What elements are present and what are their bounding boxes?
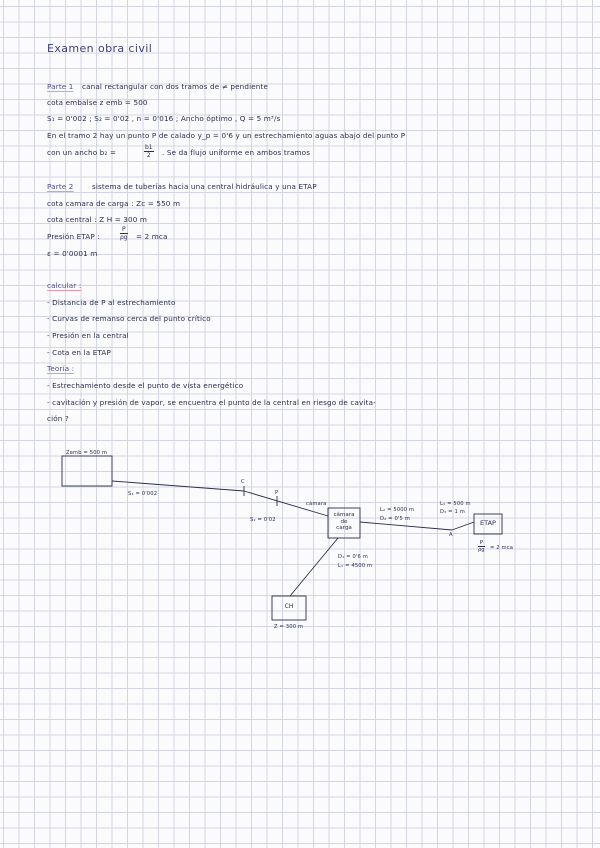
l3-label: L₃ = 500 m	[440, 501, 471, 507]
s2-label: S₂ = 0'02	[250, 517, 276, 523]
teoria-item: - cavitación y presión de vapor, se encuentra el punto de la central en riesgo de cavita-	[47, 398, 376, 407]
parte2-heading: Parte 2	[47, 182, 74, 191]
camara-top-label: cámara	[306, 501, 327, 507]
a-label: A	[449, 532, 453, 538]
etap-pressure-value: = 2 mca	[490, 545, 514, 551]
fraction-presion-num: P	[122, 226, 126, 233]
camara-label-line: carga	[336, 525, 352, 531]
etap-pressure-fraction	[478, 540, 485, 553]
calcular-heading: calcular :	[47, 281, 82, 290]
zh-label: Z = 300 m	[274, 624, 304, 630]
parte2-cota-camara: cota camara de carga : Zc = 550 m	[47, 199, 181, 208]
parte2-heading-text: sistema de tuberías hacia una central hidráulica y una ETAP	[92, 182, 317, 191]
parte1-line4a: con un ancho b₂ =	[47, 148, 117, 157]
c-label: C	[241, 479, 245, 485]
parte2-cota-central: cota central : Z H = 300 m	[47, 215, 148, 224]
p-label: P	[275, 490, 279, 496]
camara-label-line: de	[340, 518, 348, 525]
parte1-params: S₁ = 0'002 ; S₂ = 0'02 , n = 0'016 ; Ancho óptimo , Q = 5 m³/s	[47, 114, 281, 123]
pipe-l3	[452, 522, 474, 530]
l1-label: L₁ = 4500 m	[338, 563, 373, 569]
camara-label-line: cámara	[333, 512, 355, 518]
fraction-b2-num: b1	[145, 144, 153, 151]
reservoir-box	[62, 456, 112, 486]
s1-label: S₁ = 0'002	[128, 491, 158, 497]
parte1-heading: Parte 1	[47, 82, 74, 91]
etap-pressure-num: P	[479, 540, 483, 546]
camara-label	[328, 512, 360, 532]
parte1-cota-embalse: cota embalse z emb = 500	[47, 98, 148, 107]
parte2-epsilon: ε = 0'0001 m	[47, 249, 98, 258]
pipe-l2	[360, 522, 452, 530]
d2-label: D₂ = 0'5 m	[380, 516, 410, 522]
parte1-line4b: . Se da flujo uniforme en ambos tramos	[162, 148, 311, 157]
d1-label: D₁ = 0'6 m	[338, 554, 368, 560]
teoria-item: - Estrechamiento desde el punto de vista energético	[47, 381, 244, 390]
page-title: Examen obra civil	[47, 42, 153, 55]
d3-label: D₃ = 1 m	[440, 509, 465, 515]
etap-pressure-den: ρg	[478, 547, 485, 553]
parte1-heading-text: canal rectangular con dos tramos de ≠ pendiente	[82, 82, 269, 91]
fraction-presion-den: ρg	[120, 234, 128, 241]
pipe-l1	[290, 538, 338, 596]
ch-label: CH	[284, 603, 294, 610]
parte2-presion-value: = 2 mca	[136, 232, 168, 241]
calcular-item: - Distancia de P al estrechamiento	[47, 298, 176, 307]
calcular-item: - Curvas de remanso cerca del punto crítico	[47, 314, 211, 323]
parte1-line3: En el tramo 2 hay un punto P de calado y_p = 0'6 y un estrechamiento aguas abajo del punto P	[47, 131, 406, 140]
l2-label: L₂ = 5000 m	[380, 507, 415, 513]
channel-s1	[112, 481, 244, 491]
teoria-item: ción ?	[47, 414, 69, 423]
teoria-heading: Teoría :	[47, 364, 75, 373]
fraction-b2-den: 2	[146, 152, 151, 159]
etap-label: ETAP	[480, 519, 496, 527]
parte2-presion-label: Presión ETAP :	[47, 232, 100, 241]
calcular-item: - Presión en la central	[47, 331, 129, 340]
calcular-item: - Cota en la ETAP	[47, 348, 111, 357]
reservoir-label: Zemb = 500 m	[66, 450, 108, 456]
